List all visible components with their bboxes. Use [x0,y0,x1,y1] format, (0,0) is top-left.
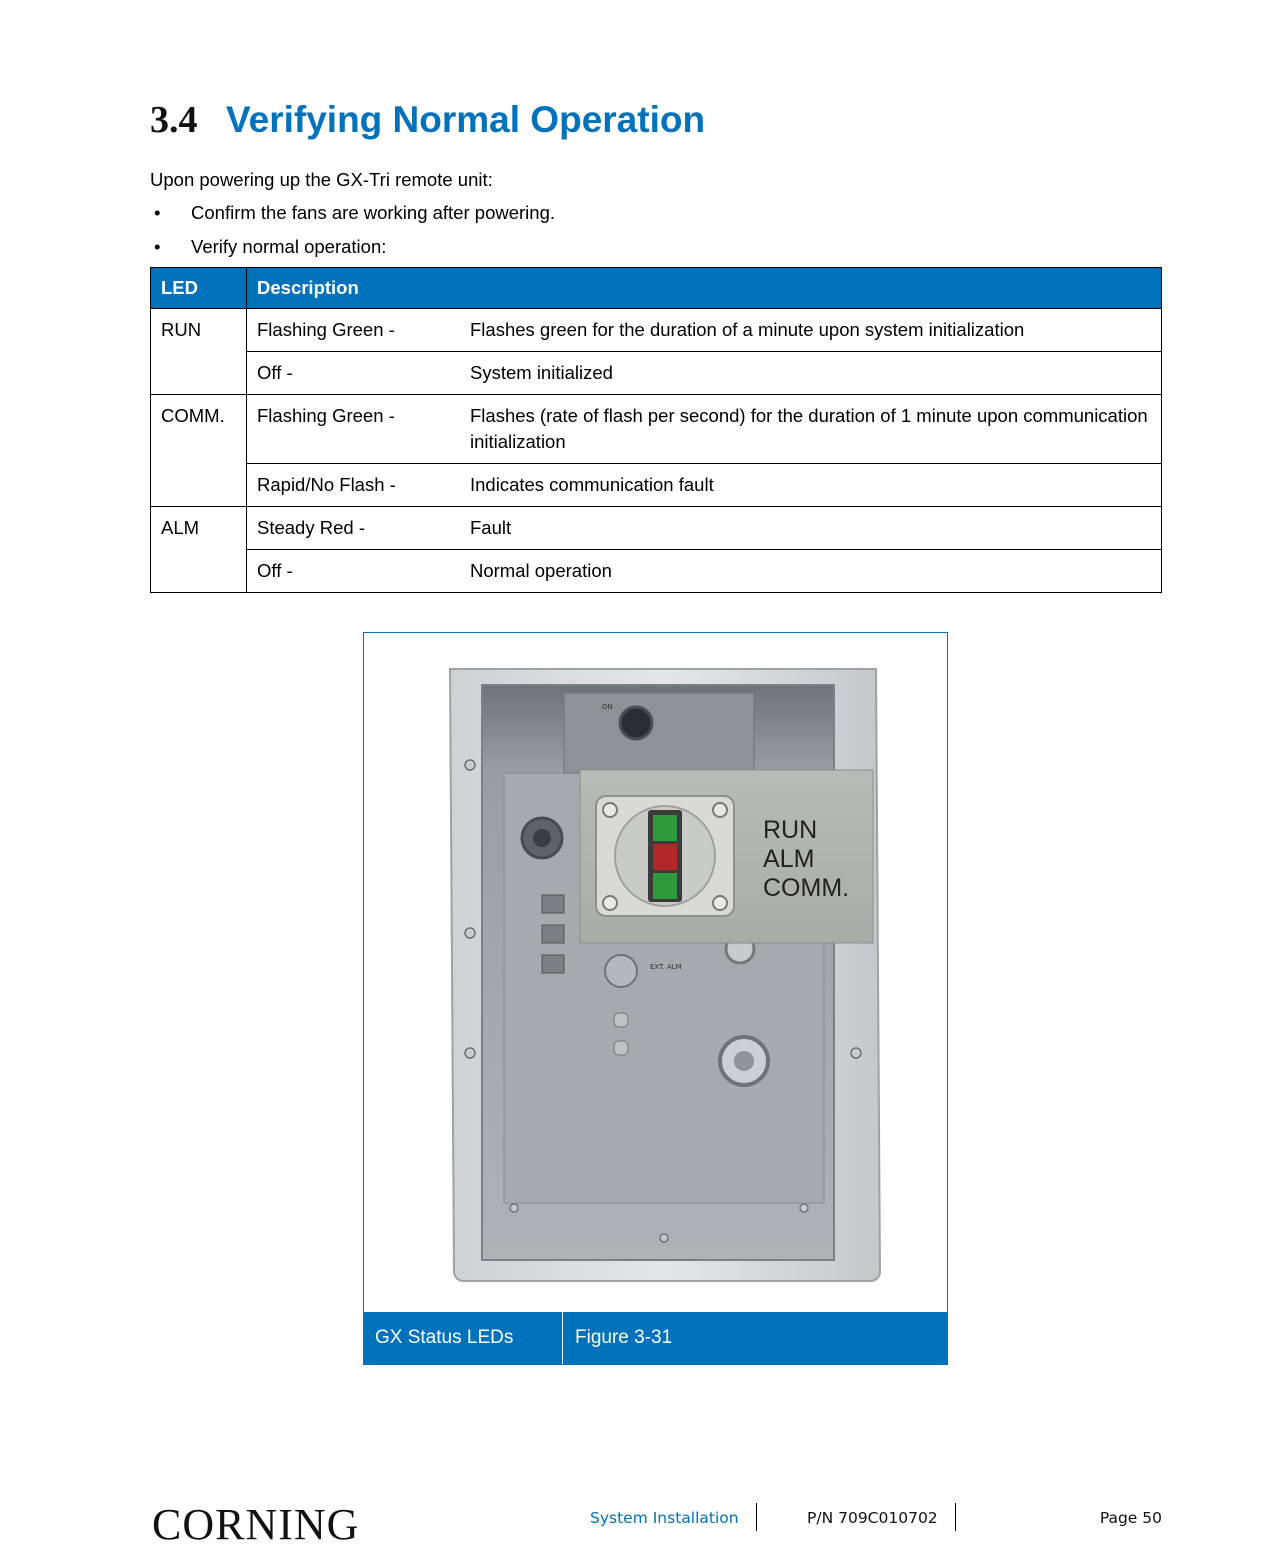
on-switch-icon [620,707,652,739]
table-row [151,464,1162,507]
small-port-icon [614,1041,628,1055]
page-footer [150,1500,1162,1549]
intro-text: Upon powering up the GX-Tri remote unit: [150,169,493,190]
state-cell: Flashing Green - [247,309,461,352]
state-cell: Steady Red - [247,507,461,550]
figure-gx-status-leds [363,632,948,1365]
led-indicator-comm [653,873,677,899]
section-number: 3.4 [150,99,198,141]
small-port-icon [614,1013,628,1027]
footer-divider [756,1503,757,1531]
gx-unit-photo [364,633,947,1313]
led-status-table [150,267,1162,593]
inset-label-comm: COMM. [763,874,850,902]
footer-page-number: Page 50 [1099,1509,1162,1527]
led-name-cell: RUN [151,309,247,395]
panel-label-ext-alm: EXT. ALM [650,963,682,971]
description-cell: Fault [460,507,1162,550]
bullet-item: • Verify normal operation: [154,236,387,257]
table-row [151,309,1162,352]
bullet-icon: • [154,236,161,257]
description-cell: Indicates communication fault [460,464,1162,507]
terminal-blocks-icon [542,895,564,973]
led-name-cell: COMM. [151,395,247,507]
figure-caption [364,1312,947,1364]
caption-figure-number: Figure 3-31 [575,1327,673,1348]
footer-section: System Installation [590,1509,739,1527]
section-heading [150,98,705,142]
table-row [151,352,1162,395]
state-cell: Off - [247,550,461,593]
header-description: Description [247,268,1162,309]
bullet-item: • Confirm the fans are working after powering. [154,202,556,223]
corning-logo: CORNING [152,1500,360,1549]
table-row [151,507,1162,550]
led-indicator-alm [653,844,677,870]
led-indicator-run [653,815,677,841]
bullet-icon: • [154,202,161,223]
section-title: Verifying Normal Operation [226,99,706,140]
table-header-row [151,268,1162,309]
header-led: LED [151,268,247,309]
table-row [151,550,1162,593]
footer-divider [955,1503,956,1531]
description-cell: Normal operation [460,550,1162,593]
bullet-list [150,202,555,270]
description-cell: Flashes green for the duration of a minute upon system initialization [460,309,1162,352]
ext-alm-connector-icon [605,955,637,987]
inset-label-alm: ALM [763,845,815,873]
panel-label-on: ON [602,703,613,711]
footer-part-number: P/N 709C010702 [807,1509,938,1527]
led-inset-callout [580,770,873,943]
inset-label-run: RUN [763,816,818,844]
description-cell: System initialized [460,352,1162,395]
table-row [151,395,1162,464]
state-cell: Off - [247,352,461,395]
state-cell: Rapid/No Flash - [247,464,461,507]
state-cell: Flashing Green - [247,395,461,464]
description-cell: Flashes (rate of flash per second) for the duration of 1 minute upon communication initialization [460,395,1162,464]
led-name-cell: ALM [151,507,247,593]
caption-title: GX Status LEDs [364,1312,563,1364]
top-bracket [564,693,754,773]
